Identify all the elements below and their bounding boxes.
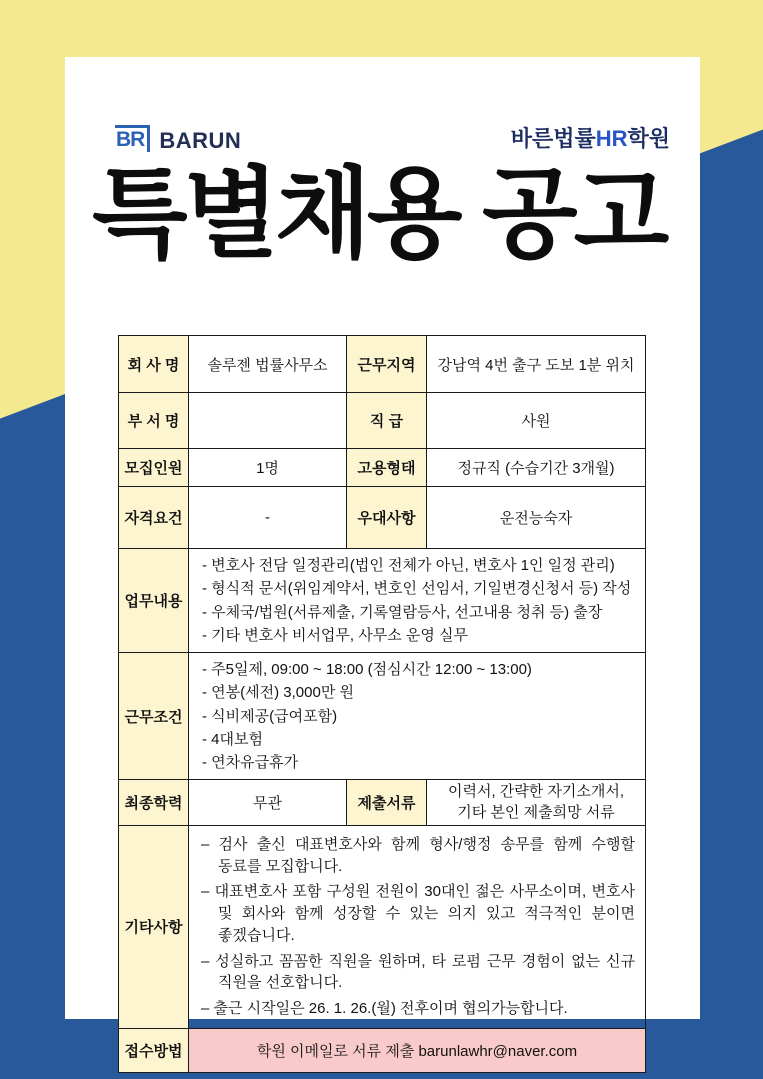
job-table <box>118 335 646 1073</box>
documents-value-line1: 이력서, 간략한 자기소개서, <box>447 783 625 801</box>
headcount-value: 1명 <box>189 449 347 487</box>
conditions-label: 근무조건 <box>119 653 189 780</box>
department-label: 부 서 명 <box>119 393 189 449</box>
education-value: 무관 <box>189 780 347 826</box>
qualification-label: 자격요건 <box>119 487 189 549</box>
table-row <box>119 825 646 1028</box>
academy-brand <box>510 125 670 151</box>
education-label: 최종학력 <box>119 780 189 826</box>
submit-value: 학원 이메일로 서류 제출 barunlawhr@naver.com <box>189 1028 646 1072</box>
brand-row <box>115 125 670 152</box>
preference-label: 우대사항 <box>347 487 427 549</box>
table-row <box>119 487 646 549</box>
conditions-list <box>189 653 646 780</box>
brand-right: 학원 <box>627 125 670 151</box>
company-label: 회 사 명 <box>119 336 189 393</box>
table-row <box>119 1028 646 1072</box>
table-row <box>119 449 646 487</box>
condition-item: - 연봉(세전) 3,000만 원 <box>202 684 354 702</box>
etc-item: – 성실하고 꼼꼼한 직원을 원하며, 타 로펌 근무 경험이 없는 신규 직원을 선호합니다. <box>201 952 635 992</box>
etc-item: – 출근 시작일은 26. 1. 26.(월) 전후이며 협의가능합니다. <box>201 1000 568 1017</box>
page-title: 특별채용 공고 <box>92 158 666 269</box>
location-label: 근무지역 <box>347 336 427 393</box>
etc-item: – 검사 출신 대표변호사와 함께 형사/행정 송무를 함께 수행할 동료를 모집합니다. <box>201 835 635 875</box>
table-row <box>119 653 646 780</box>
condition-item: - 연차유급휴가 <box>202 754 299 771</box>
condition-item: - 주5일제, 09:00 ~ 18:00 (점심시간 12:00 ~ 13:00) <box>202 661 532 678</box>
brand-left: 바른법률 <box>510 125 596 151</box>
condition-item: - 4대보험 <box>202 730 263 748</box>
department-value <box>189 393 347 449</box>
employment-type-label: 고용형태 <box>347 449 427 487</box>
poster-card <box>65 57 700 1060</box>
table-row <box>119 780 646 826</box>
table-row <box>119 549 646 653</box>
duty-item: - 변호사 전담 일정관리(법인 전체가 아닌, 변호사 1인 일정 관리) <box>202 557 615 574</box>
condition-item: - 식비제공(급여포함) <box>202 707 338 725</box>
barun-logo <box>115 125 241 152</box>
rank-label: 직 급 <box>347 393 427 449</box>
company-value: 솔루젠 법률사무소 <box>189 336 347 393</box>
duties-list <box>189 549 646 653</box>
barun-logo-icon: BR <box>115 125 150 152</box>
duty-item: - 형식적 문서(위임계약서, 변호인 선임서, 기일변경신청서 등) 작성 <box>202 580 632 598</box>
duties-label: 업무내용 <box>119 549 189 653</box>
rank-value: 사원 <box>427 393 646 449</box>
documents-label: 제출서류 <box>347 780 427 826</box>
table-row <box>119 393 646 449</box>
headcount-label: 모집인원 <box>119 449 189 487</box>
qualification-value: - <box>189 487 347 549</box>
duty-item: - 우체국/법원(서류제출, 기록열람등사, 선고내용 청취 등) 출장 <box>202 603 603 621</box>
brand-hr: HR <box>595 125 628 151</box>
preference-value: 운전능숙자 <box>427 487 646 549</box>
location-value: 강남역 4번 출구 도보 1분 위치 <box>427 336 646 393</box>
barun-logo-text: BARUN <box>159 128 242 153</box>
table-row <box>119 336 646 393</box>
documents-value-line2: 기타 본인 제출희망 서류 <box>457 803 615 821</box>
etc-list <box>189 825 646 1028</box>
duty-item: - 기타 변호사 비서업무, 사무소 운영 실무 <box>202 626 469 644</box>
etc-item: – 대표변호사 포함 구성원 전원이 30대인 젊은 사무소이며, 변호사 및 회사와 함께 성장할 수 있는 의지 있고 적극적인 분이면 좋겠습니다. <box>201 883 635 944</box>
etc-label: 기타사항 <box>119 825 189 1028</box>
employment-type-value: 정규직 (수습기간 3개월) <box>427 449 646 487</box>
submit-label: 접수방법 <box>119 1028 189 1072</box>
documents-value <box>427 780 646 826</box>
